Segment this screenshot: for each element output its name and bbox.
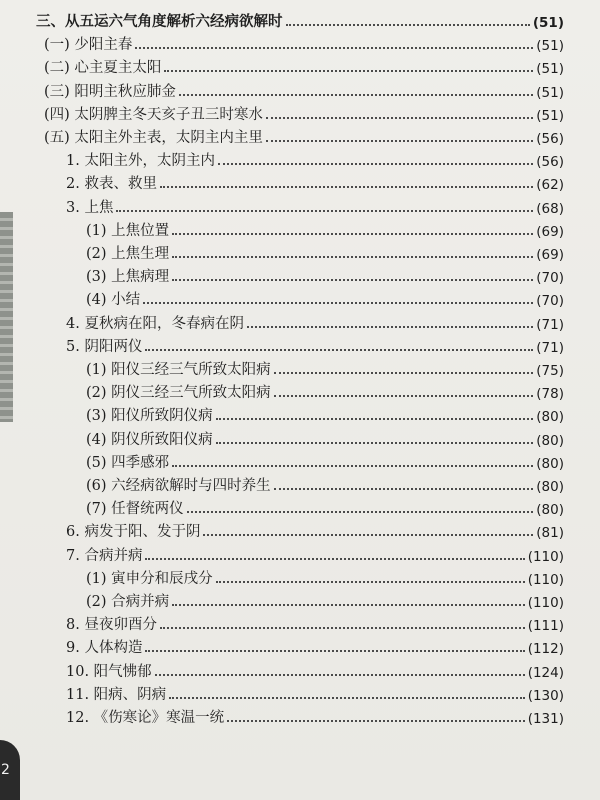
toc-entry[interactable] <box>66 311 564 333</box>
toc-entry-page: (80) <box>536 479 564 495</box>
toc-entry-title: (3) 阳仪所致阴仪病 <box>86 408 213 425</box>
toc-entry-page: (51) <box>536 84 564 101</box>
toc-entry[interactable] <box>44 55 564 77</box>
toc-entry[interactable] <box>66 519 564 541</box>
toc-entry[interactable] <box>66 612 564 634</box>
toc-entry-page: (111) <box>527 618 564 635</box>
toc-entry-title: (二) 心主夏主太阳 <box>44 60 162 77</box>
toc-entry[interactable] <box>66 148 564 170</box>
dot-leader <box>145 349 533 351</box>
toc-entry-page: (51) <box>536 107 564 124</box>
toc-entry-title: 11. 阳病、阴病 <box>66 686 167 703</box>
toc-entry-title: 4. 夏秋病在阳，冬春病在阴 <box>66 315 244 332</box>
toc-entry-title: 6. 病发于阳、发于阴 <box>66 524 201 541</box>
toc-entry[interactable] <box>86 380 564 402</box>
toc-entry-title: 1. 太阳主外，太阴主内 <box>66 153 215 170</box>
toc-entry-title: 10. 阳气怫郁 <box>66 663 152 680</box>
toc-entry[interactable] <box>86 566 564 588</box>
toc-entry[interactable] <box>86 264 564 286</box>
toc-entry-title: (3) 上焦病理 <box>86 269 170 286</box>
toc-entry[interactable] <box>66 635 564 657</box>
dot-leader <box>216 418 534 420</box>
toc-entry[interactable] <box>66 171 564 193</box>
toc-entry[interactable] <box>86 357 564 379</box>
toc-entry-title: (1) 阳仪三经三气所致太阳病 <box>86 362 271 378</box>
dot-leader <box>116 210 533 212</box>
toc-entry-page: (62) <box>536 177 564 194</box>
dot-leader <box>135 47 533 49</box>
toc-entry[interactable] <box>44 102 564 124</box>
toc-entry-title: (2) 阴仪三经三气所致太阳病 <box>86 385 271 402</box>
toc-entry-page: (131) <box>527 711 564 727</box>
dot-leader <box>172 465 533 467</box>
toc-entry-page: (56) <box>536 131 564 147</box>
dot-leader <box>203 534 533 536</box>
dot-leader <box>160 627 525 629</box>
toc-entry-page: (51) <box>536 38 564 55</box>
toc-entry[interactable] <box>86 473 564 495</box>
dot-leader <box>172 233 533 235</box>
dot-leader <box>145 650 524 652</box>
dot-leader <box>266 117 533 119</box>
toc-entry-page: (75) <box>536 363 564 379</box>
toc-entry-title: (5) 四季感邪 <box>86 454 170 471</box>
toc-entry[interactable] <box>86 450 564 472</box>
toc-entry-page: (69) <box>536 223 564 240</box>
toc-entry-title: (四) 太阴脾主冬天亥子丑三时寒水 <box>44 106 263 123</box>
toc-entry-page: (71) <box>536 339 564 356</box>
dot-leader <box>187 511 534 513</box>
toc-entry-title: (6) 六经病欲解时与四时养生 <box>86 478 271 494</box>
toc-entry-page: (70) <box>536 270 564 287</box>
toc-entry-page: (70) <box>536 293 564 310</box>
toc-entry[interactable] <box>44 79 564 101</box>
toc-entry[interactable] <box>86 589 564 611</box>
toc-entry[interactable] <box>66 659 564 681</box>
toc-entry-page: (68) <box>536 200 564 217</box>
toc-entry-title: (1) 上焦位置 <box>86 222 170 239</box>
toc-entry[interactable] <box>66 705 564 727</box>
toc-entry-title: (五) 太阳主外主表，太阴主内主里 <box>44 130 263 146</box>
toc-entry-title: 三、从五运六气角度解析六经病欲解时 <box>36 13 283 30</box>
dot-leader <box>216 581 525 583</box>
toc-entry[interactable] <box>66 334 564 356</box>
toc-entry-page: (80) <box>536 432 564 449</box>
toc-entry-page: (110) <box>527 571 564 588</box>
dot-leader <box>172 604 525 606</box>
dot-leader <box>145 558 524 560</box>
dot-leader <box>274 372 534 374</box>
toc-entry-title: (2) 合病并病 <box>86 594 170 610</box>
toc-entry[interactable] <box>44 32 564 54</box>
dot-leader <box>266 140 533 142</box>
page-number: 2 <box>1 762 10 778</box>
toc-entry-title: 2. 救表、救里 <box>66 176 157 193</box>
toc-entry[interactable] <box>66 543 564 565</box>
toc-entry[interactable] <box>86 427 564 449</box>
toc-entry-title: 8. 昼夜卯酉分 <box>66 617 157 634</box>
toc-entry-page: (69) <box>536 247 564 263</box>
toc-entry-page: (51) <box>532 15 564 31</box>
toc-entry[interactable] <box>86 403 564 425</box>
toc-entry-title: (一) 少阳主春 <box>44 37 133 54</box>
toc-entry-title: (三) 阳明主秋应肺金 <box>44 83 176 100</box>
dot-leader <box>274 488 534 490</box>
toc-entry-page: (124) <box>527 664 564 681</box>
dot-leader <box>143 302 533 304</box>
toc-entry-title: (7) 任督统两仪 <box>86 501 184 518</box>
dot-leader <box>160 186 533 188</box>
toc-entry-title: (1) 寅申分和辰戌分 <box>86 570 213 587</box>
toc-entry[interactable] <box>66 682 564 704</box>
dot-leader <box>274 395 534 397</box>
toc-entry-page: (56) <box>536 154 564 171</box>
toc-entry-page: (81) <box>536 525 564 542</box>
dot-leader <box>179 94 533 96</box>
toc-entry-title: 3. 上焦 <box>66 199 114 216</box>
dot-leader <box>286 24 530 26</box>
toc-entry[interactable] <box>86 287 564 309</box>
dot-leader <box>172 279 533 281</box>
dot-leader <box>227 720 525 722</box>
dot-leader <box>216 442 534 444</box>
toc-entry-title: 5. 阴阳两仪 <box>66 338 143 355</box>
toc-entry-page: (130) <box>527 687 564 704</box>
toc-entry-title: (4) 小结 <box>86 292 141 309</box>
toc-entry-title: (2) 上焦生理 <box>86 246 170 262</box>
toc-entry[interactable] <box>86 241 564 263</box>
dot-leader <box>172 256 533 258</box>
dot-leader <box>164 70 533 72</box>
dot-leader <box>218 163 533 165</box>
toc-entry[interactable] <box>86 496 564 518</box>
toc-entry-page: (71) <box>536 316 564 333</box>
toc-entry-page: (51) <box>536 61 564 78</box>
toc-entry-page: (110) <box>527 548 564 565</box>
toc-entry-page: (112) <box>527 641 564 658</box>
toc-entry[interactable] <box>44 125 564 147</box>
toc-entry[interactable] <box>36 9 564 31</box>
toc-entry-page: (80) <box>536 409 564 426</box>
toc-entry-page: (110) <box>527 595 564 611</box>
toc-entry-page: (80) <box>536 502 564 519</box>
toc-entry-title: 12. 《伤寒论》寒温一统 <box>66 710 225 726</box>
toc-entry-title: 7. 合病并病 <box>66 547 143 564</box>
dot-leader <box>155 674 525 676</box>
toc-entry-page: (80) <box>536 455 564 472</box>
dot-leader <box>247 326 533 328</box>
toc-entry-page: (78) <box>536 386 564 403</box>
toc-entry-title: (4) 阴仪所致阳仪病 <box>86 431 213 448</box>
toc-entry-title: 9. 人体构造 <box>66 640 143 657</box>
toc-entry[interactable] <box>86 218 564 240</box>
dot-leader <box>169 697 525 699</box>
toc-entry[interactable] <box>66 195 564 217</box>
